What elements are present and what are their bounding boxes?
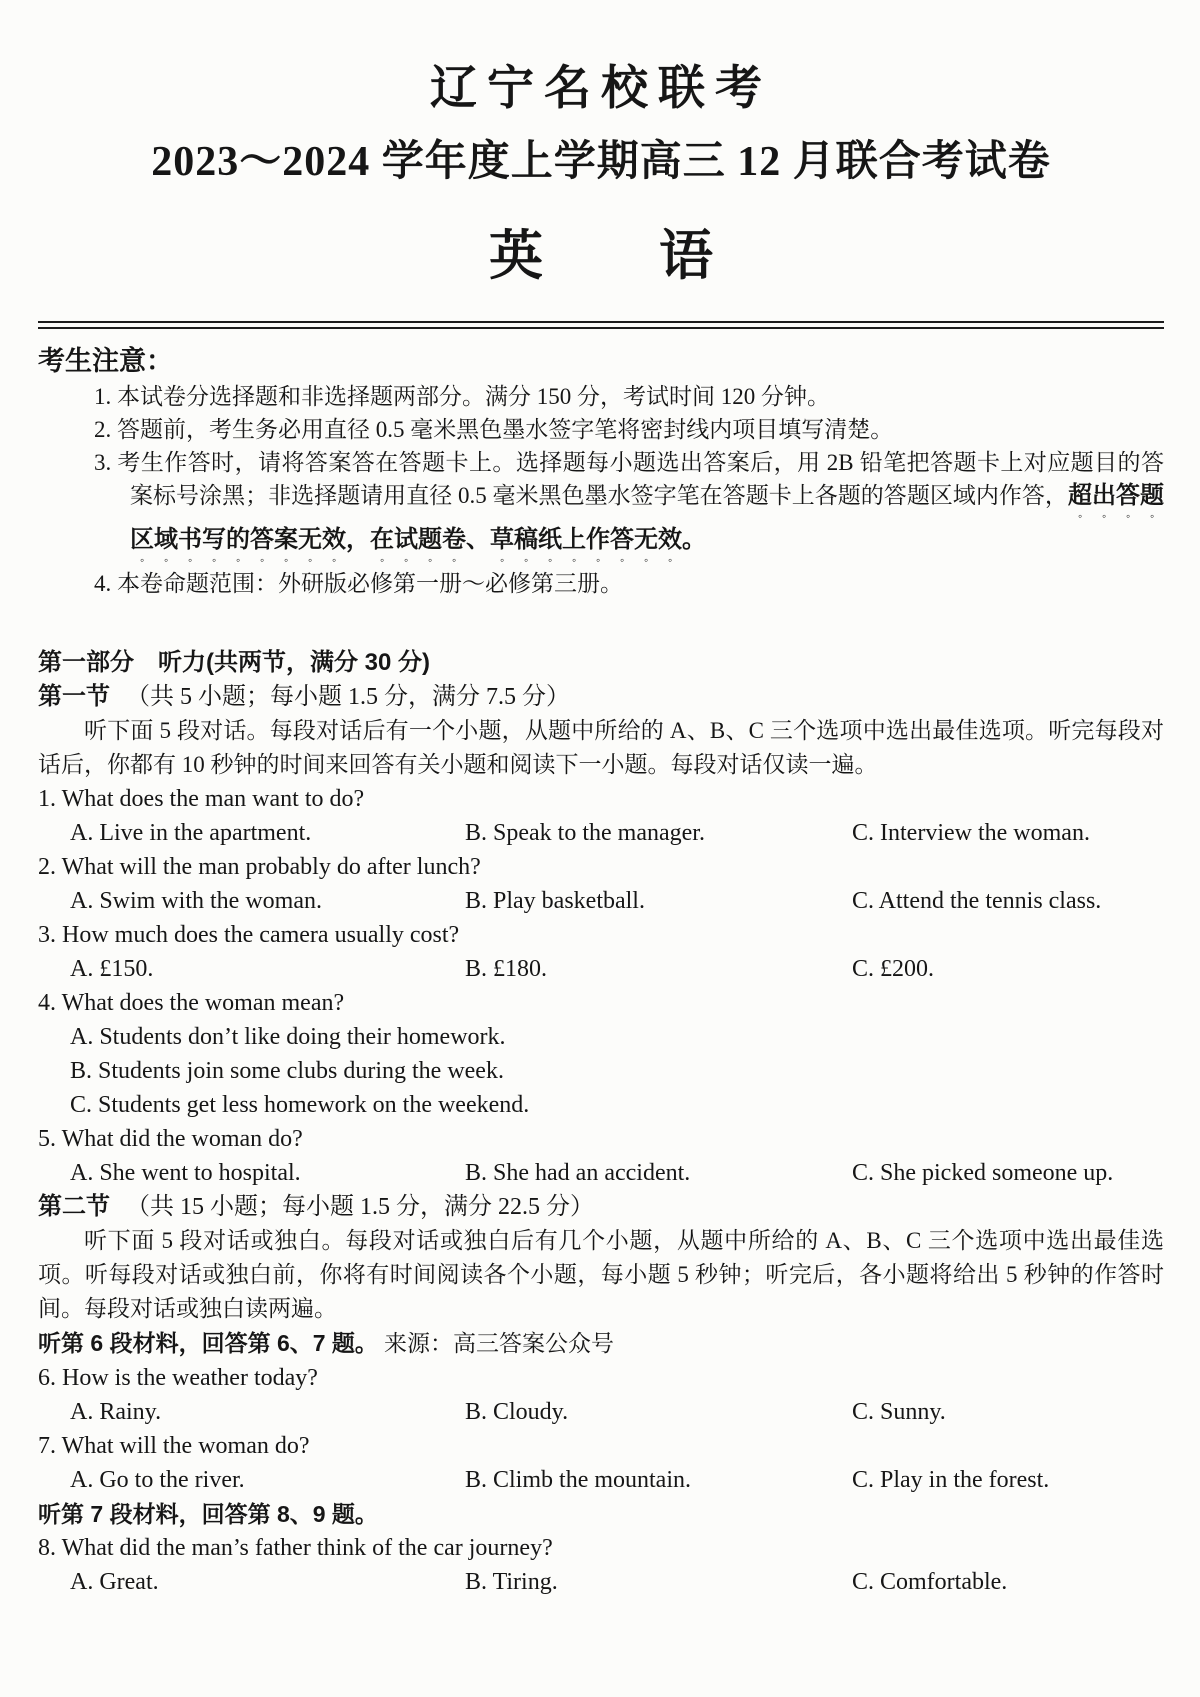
- section1-instructions: 听下面 5 段对话。每段对话后有一个小题，从题中所给的 A、B、C 三个选项中选出最佳选项。听完每段对话后，你都有 10 秒钟的时间来回答有关小题和阅读下一小题。每段对话仅读一遍。: [38, 717, 1164, 777]
- question-2-text: 2. What will the man probably do after lunch?: [38, 853, 481, 880]
- question-7-option-c: C. Play in the forest.: [852, 1466, 1050, 1493]
- question-2-options: [38, 884, 1164, 918]
- section1-meta: （共 5 小题；每小题 1.5 分，满分 7.5 分）: [126, 683, 570, 710]
- question-7-option-b: B. Climb the mountain.: [465, 1466, 691, 1493]
- question-5-option-c: C. She picked someone up.: [852, 1159, 1114, 1186]
- notice-item-3-text: 3. 考生作答时，请将答案答在答题卡上。选择题每小题选出答案后，用 2B 铅笔把答题卡上对应题目的答案标号涂黑；非选择题请用直径 0.5 毫米黑色墨水签字笔在答题卡上各题的答题区域内作答，: [94, 449, 1164, 508]
- notice-item-3: [38, 446, 1164, 567]
- exam-title: 辽宁名校联考: [430, 63, 772, 115]
- question-4: [38, 986, 1164, 1122]
- question-5-options: [38, 1156, 1164, 1190]
- question-7-option-a: A. Go to the river.: [70, 1466, 245, 1493]
- question-1-option-a: A. Live in the apartment.: [70, 819, 312, 846]
- source-note: 来源：高三答案公众号: [383, 1330, 614, 1356]
- part1-heading: 第一部分 听力(共两节，满分 30 分): [38, 648, 431, 676]
- question-5-option-b: B. She had an accident.: [465, 1159, 691, 1186]
- question-4-option-a: A. Students don’t like doing their homework.: [70, 1023, 506, 1050]
- question-8-option-b: B. Tiring.: [465, 1568, 558, 1595]
- subject-char-1: 英: [489, 225, 543, 286]
- question-2-option-a: A. Swim with the woman.: [70, 887, 322, 914]
- question-4-text: 4. What does the woman mean?: [38, 989, 345, 1016]
- section1-label: 第一节: [38, 682, 110, 710]
- question-3: [38, 918, 1164, 986]
- section2-heading: [38, 1190, 1164, 1224]
- question-2: [38, 850, 1164, 918]
- question-6-option-c: C. Sunny.: [852, 1398, 946, 1425]
- question-7-options: [38, 1463, 1164, 1497]
- question-8-text: 8. What did the man’s father think of the car journey?: [38, 1534, 553, 1561]
- question-5: [38, 1122, 1164, 1190]
- question-1-text: 1. What does the man want to do?: [38, 785, 365, 812]
- question-4-option-b: B. Students join some clubs during the week.: [70, 1057, 504, 1084]
- subject-title: [38, 225, 1164, 286]
- question-8-option-c: C. Comfortable.: [852, 1568, 1008, 1595]
- question-7-text: 7. What will the woman do?: [38, 1432, 310, 1459]
- question-6: [38, 1361, 1164, 1429]
- section2-instructions: 听下面 5 段对话或独白。每段对话或独白后有几个小题，从题中所给的 A、B、C 三个选项中选出最佳选项。听每段对话或独白前，你将有时间阅读各个小题，每小题 5 秒钟；听完后，各小题将给出 5 秒钟的作答时间。每段对话或独白读两遍。: [38, 1227, 1164, 1321]
- question-3-text: 3. How much does the camera usually cost?: [38, 921, 460, 948]
- question-8-option-a: A. Great.: [70, 1568, 159, 1595]
- question-3-option-b: B. £180.: [465, 955, 548, 982]
- section2-meta: （共 15 小题；每小题 1.5 分，满分 22.5 分）: [126, 1193, 594, 1220]
- question-5-text: 5. What did the woman do?: [38, 1125, 303, 1152]
- material-8-9-line: 听第 7 段材料，回答第 8、9 题。: [38, 1500, 378, 1527]
- notice-heading: 考生注意：: [38, 345, 173, 376]
- subject-char-2: 语: [659, 225, 713, 286]
- question-1-option-c: C. Interview the woman.: [852, 819, 1090, 846]
- question-3-option-a: A. £150.: [70, 955, 154, 982]
- question-8: [38, 1531, 1164, 1599]
- double-rule-divider: [38, 321, 1164, 329]
- question-7: [38, 1429, 1164, 1497]
- question-1-option-b: B. Speak to the manager.: [465, 819, 705, 846]
- question-3-options: [38, 952, 1164, 986]
- question-4-option-c: C. Students get less homework on the weekend.: [70, 1091, 530, 1118]
- section1-heading: [38, 680, 1164, 714]
- question-6-text: 6. How is the weather today?: [38, 1364, 318, 1391]
- exam-subtitle: 2023～2024 学年度上学期高三 12 月联合考试卷: [151, 138, 1051, 185]
- question-2-option-b: B. Play basketball.: [465, 887, 645, 914]
- question-2-option-c: C. Attend the tennis class.: [852, 887, 1102, 914]
- question-3-option-c: C. £200.: [852, 955, 935, 982]
- material-6-7-line: [38, 1326, 1164, 1361]
- question-6-options: [38, 1395, 1164, 1429]
- question-6-option-a: A. Rainy.: [70, 1398, 162, 1425]
- notice-item-4: 4. 本卷命题范围：外研版必修第一册～必修第三册。: [94, 570, 623, 596]
- question-6-option-b: B. Cloudy.: [465, 1398, 569, 1425]
- notice-item-2: 2. 答题前，考生务必用直径 0.5 毫米黑色墨水签字笔将密封线内项目填写清楚。: [94, 416, 894, 442]
- section2-label: 第二节: [38, 1192, 110, 1220]
- question-5-option-a: A. She went to hospital.: [70, 1159, 301, 1186]
- material-6-7-text: 听第 6 段材料，回答第 6、7 题。: [38, 1329, 378, 1356]
- notice-item-3-emphasized-text: 超出答题区域书写的答案无效，在试题卷、草稿纸上作答无效。: [130, 481, 1165, 553]
- notice-item-1: 1. 本试卷分选择题和非选择题两部分。满分 150 分，考试时间 120 分钟。: [94, 383, 830, 409]
- question-1: [38, 782, 1164, 850]
- question-1-options: [38, 816, 1164, 850]
- question-8-options: [38, 1565, 1164, 1599]
